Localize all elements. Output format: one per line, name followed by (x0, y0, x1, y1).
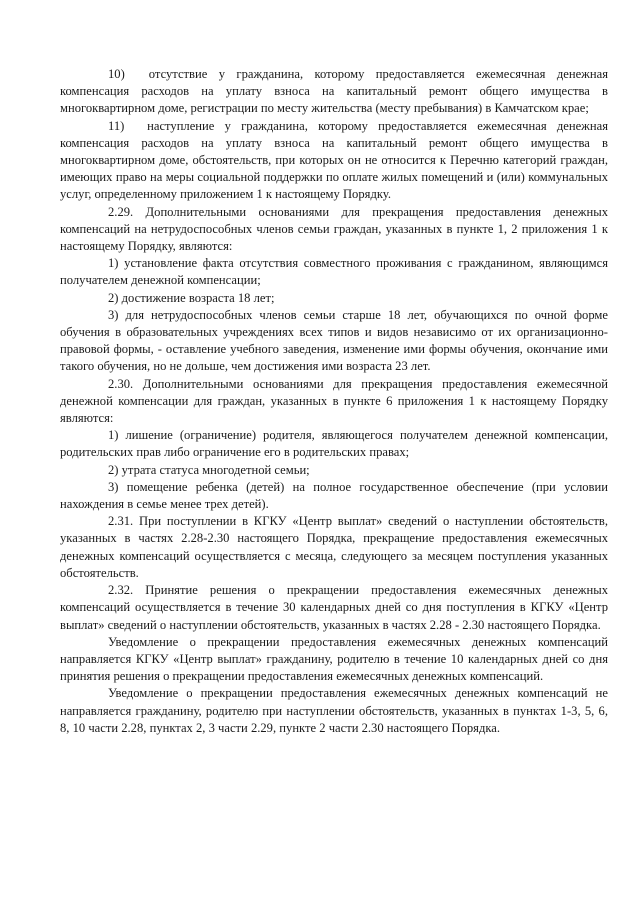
paragraph-notification: Уведомление о прекращении предоставления ежемесячных денежных компенсаций направляется КГКУ «Центр выплат» гражданину, родителю в течение 10 календарных дней со дня принятия решения о прекращении предоставления ежемесячных денежных компенсаций. (60, 634, 608, 684)
paragraph-2-30-item-2: 2) утрата статуса многодетной семьи; (108, 462, 310, 477)
paragraph-2-30-item-1: 1) лишение (ограничение) родителя, являющегося получателем денежной компенсации, родительских прав либо ограничение его в родительских правах; (60, 428, 608, 460)
paragraph-2-29-item-1: 1) установление факта отсутствия совместного проживания с гражданином, являющимся получателем денежной компенсации; (60, 256, 608, 288)
document-page (60, 66, 608, 737)
paragraph-2-29: 2.29. Дополнительными основаниями для прекращения предоставления денежных компенсаций на нетрудоспособных членов семьи граждан, указанных в пункте 1, 2 приложения 1 к настоящему Порядку, являются: (60, 204, 608, 254)
paragraph-item-10: 10) отсутствие у гражданина, которому предоставляется ежемесячная денежная компенсация расходов на уплату взноса на капитальный ремонт общего имущества в многоквартирном доме, регистрации по месту жительства (месту пребывания) в Камчатском крае; (60, 67, 608, 116)
paragraph-2-29-item-2: 2) достижение возраста 18 лет; (108, 290, 275, 305)
paragraph-2-30-item-3: 3) помещение ребенка (детей) на полное государственное обеспечение (при условии нахождения в семье менее трех детей). (60, 479, 608, 512)
paragraph-2-29-item-3: 3) для нетрудоспособных членов семьи старше 18 лет, обучающихся по очной форме обучения в образовательных учреждениях всех типов и видов независимо от их организационно-правовой формы, - оставление учебного заведения, изменение ими формы обучения, окончание ими такого обучения, но не дольше, чем достижения ими возраста 23 лет. (60, 307, 608, 374)
paragraph-2-30: 2.30. Дополнительными основаниями для прекращения предоставления ежемесячной денежной компенсации для граждан, указанных в пункте 6 приложения 1 к настоящему Порядку являются: (60, 376, 608, 426)
paragraph-notification-exception: Уведомление о прекращении предоставления ежемесячных денежных компенсаций не направляется гражданину, родителю при наступлении обстоятельств, указанных в пунктах 1-3, 5, 6, 8, 10 части 2.28, пунктах 2, 3 части 2.29, пункте 2 части 2.30 настоящего Порядка. (60, 686, 608, 735)
paragraph-item-11: 11) наступление у гражданина, которому предоставляется ежемесячная денежная компенсация расходов на уплату взноса на капитальный ремонт общего имущества в многоквартирном доме, обстоятельств, при которых он не относится к Перечню категорий граждан, имеющих право на меры социальной поддержки по оплате жилых помещений и (или) коммунальных услуг, определенному приложением 1 к настоящему Порядку. (60, 118, 608, 202)
paragraph-2-31: 2.31. При поступлении в КГКУ «Центр выплат» сведений о наступлении обстоятельств, указанных в частях 2.28-2.30 настоящего Порядка, прекращение предоставления ежемесячных денежных компенсаций осуществляется с месяца, следующего за месяцем поступления указанных обстоятельств. (60, 514, 608, 580)
paragraph-2-32: 2.32. Принятие решения о прекращении предоставления ежемесячных денежных компенсаций осуществляется в течение 30 календарных дней со дня поступления в КГКУ «Центр выплат» сведений о наступлении обстоятельств, указанных в частях 2.28 - 2.30 настоящего Порядка. (60, 583, 608, 632)
